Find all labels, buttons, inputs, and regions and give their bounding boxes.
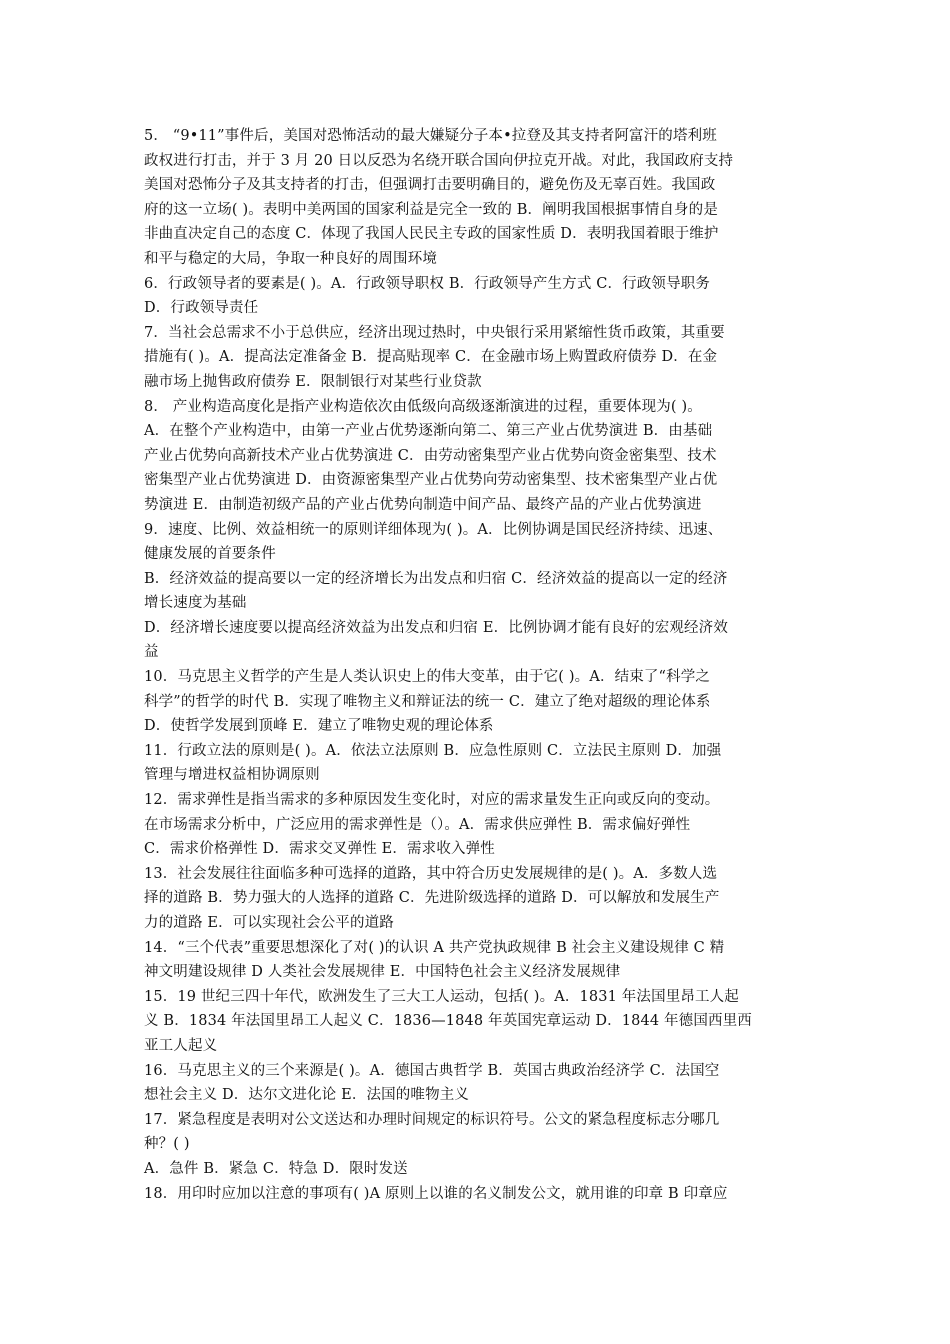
text-line: 11．行政立法的原则是( )。A．依法立法原则 B．应急性原则 C．立法民主原则 D．加强 (144, 742, 722, 759)
text-line: 和平与稳定的大局，争取一种良好的周围环境 (144, 250, 437, 267)
text-line: 亚工人起义 (144, 1037, 218, 1054)
text-line: 密集型产业占优势演进 D．由资源密集型产业占优势向劳动密集型、技术密集型产业占优 (144, 472, 718, 489)
text-line: D．使哲学发展到顶峰 E．建立了唯物史观的理论体系 (144, 718, 494, 735)
text-line: 18．用印时应加以注意的事项有( )A 原则上以谁的名义制发公文，就用谁的印章 B 印章应 (144, 1185, 728, 1202)
document-body (144, 124, 812, 1206)
text-line: 12．需求弹性是指当需求的多种原因发生变化时，对应的需求量发生正向或反向的变动。 (144, 792, 720, 809)
text-line: 10．马克思主义哲学的产生是人类认识史上的伟大变革，由于它( )。A．结束了“科学之 (144, 669, 711, 686)
text-line: 9．速度、比例、效益相统一的原则详细体现为( )。A．比例协调是国民经济持续、迅速、 (144, 521, 723, 538)
text-line: 14．“三个代表”重要思想深化了对( )的认识 A 共产党执政规律 B 社会主义建设规律 C 精 (144, 939, 725, 956)
text-line: 种？( ) (144, 1136, 190, 1153)
text-line: 16．马克思主义的三个来源是( )。A．德国古典哲学 B．英国古典政治经济学 C．法国空 (144, 1062, 720, 1079)
text-line: 力的道路 E．可以实现社会公平的道路 (144, 915, 394, 931)
text-line: A．急件 B．紧急 C．特急 D．限时发送 (144, 1160, 408, 1177)
text-line: 7．当社会总需求不小于总供应，经济出现过热时，中央银行采用紧缩性货币政策，其重要 (144, 324, 725, 341)
text-line: 政权进行打击，并于 3 月 20 日以反恐为名绕开联合国向伊拉克开战。对此，我国政府支持 (144, 152, 734, 169)
text-line: 美国对恐怖分子及其支持者的打击，但强调打击要明确目的，避免伤及无辜百姓。我国政 (144, 177, 716, 194)
text-line: 神文明建设规律 D 人类社会发展规律 E．中国特色社会主义经济发展规律 (144, 964, 621, 981)
text-line: 择的道路 B．势力强大的人选择的道路 C．先进阶级选择的道路 D．可以解放和发展生产 (144, 890, 720, 907)
text-line: 益 (144, 644, 159, 661)
text-line: 健康发展的首要条件 (144, 546, 276, 563)
text-line: 融市场上抛售政府债券 E．限制银行对某些行业贷款 (144, 373, 482, 390)
text-line: 想社会主义 D．达尔文进化论 E．法国的唯物主义 (144, 1087, 470, 1104)
text-line: 府的这一立场( )。表明中美两国的国家利益是完全一致的 B．阐明我国根据事情自身的是 (144, 201, 718, 218)
text-line: D．经济增长速度要以提高经济效益为出发点和归宿 E．比例协调才能有良好的宏观经济效 (144, 619, 728, 636)
text-line: A．在整个产业构造中，由第一产业占优势逐渐向第二、第三产业占优势演进 B．由基础 (144, 423, 713, 440)
text-line: 在市场需求分析中，广泛应用的需求弹性是（）。A．需求供应弹性 B．需求偏好弹性 (144, 816, 691, 833)
text-line: 13．社会发展往往面临多种可选择的道路，其中符合历史发展规律的是( )。A．多数人选 (144, 865, 718, 882)
text-line: 产业占优势向高新技术产业占优势演进 C．由劳动密集型产业占优势向资金密集型、技术 (144, 447, 717, 464)
text-line: B．经济效益的提高要以一定的经济增长为出发点和归宿 C．经济效益的提高以一定的经济 (144, 570, 728, 587)
text-line: 势演进 E．由制造初级产品的产业占优势向制造中间产品、最终产品的产业占优势演进 (144, 496, 702, 513)
text-line: 义 B．1834 年法国里昂工人起义 C．1836—1848 年英国宪章运动 D．1844 年德国西里西 (144, 1013, 752, 1030)
text-line: D．行政领导责任 (144, 300, 259, 317)
text-line: 15．19 世纪三四十年代，欧洲发生了三大工人运动，包括( )。A．1831 年法国里昂工人起 (144, 988, 739, 1005)
text-line: 管理与增进权益相协调原则 (144, 767, 320, 784)
text-line: 非曲直决定自己的态度 C．体现了我国人民民主专政的国家性质 D．表明我国着眼于维护 (144, 226, 719, 243)
text-line: C．需求价格弹性 D．需求交叉弹性 E．需求收入弹性 (144, 841, 495, 858)
text-line: 增长速度为基础 (144, 595, 247, 612)
text-line: 5． “9•11”事件后，美国对恐怖活动的最大嫌疑分子本•拉登及其支持者阿富汗的塔利班 (144, 128, 717, 144)
text-line: 6．行政领导者的要素是( )。A．行政领导职权 B．行政领导产生方式 C．行政领导职务 (144, 275, 711, 292)
text-line: 17．紧急程度是表明对公文送达和办理时间规定的标识符号。公文的紧急程度标志分哪几 (144, 1111, 720, 1128)
text-line: 8． 产业构造高度化是指产业构造依次由低级向高级逐渐演进的过程，重要体现为( )。 (144, 398, 702, 415)
text-line: 措施有( )。A．提高法定准备金 B．提高贴现率 C．在金融市场上购置政府债券 D．在金 (144, 349, 718, 366)
text-line: 科学”的哲学的时代 B．实现了唯物主义和辩证法的统一 C．建立了绝对超级的理论体系 (144, 693, 711, 710)
